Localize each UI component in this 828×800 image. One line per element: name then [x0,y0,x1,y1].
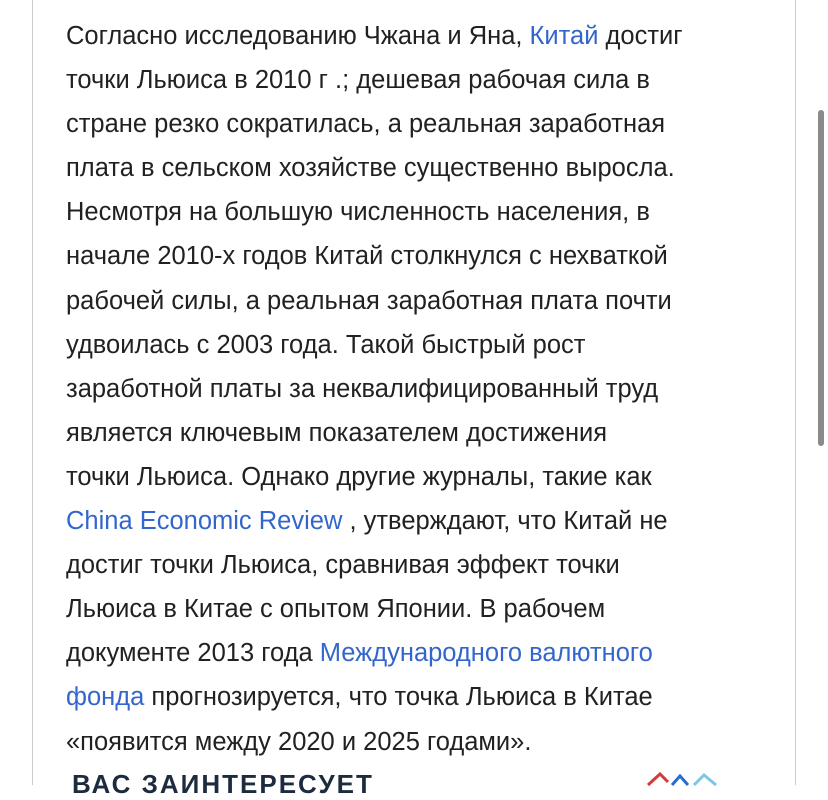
text-line: Льюиса в Китае с опытом Японии. В рабочем [66,595,606,624]
text-line: достиг точки Льюиса, сравнивая эффект точки [66,551,620,580]
article-paragraph [66,14,766,764]
text-line: «появится между 2020 и 2025 годами». [66,727,532,756]
text-segment: документе 2013 года [66,639,320,668]
logo-icon [646,772,726,786]
text-line [66,14,766,58]
text-line: плата в сельском хозяйстве существенно выросла. [66,154,675,183]
text-line: удвоилась с 2003 года. Такой быстрый рост [66,330,586,359]
text-line: стране резко сократилась, а реальная заработная [66,110,666,139]
text-segment: Согласно исследованию Чжана и Яна, [66,22,530,50]
text-segment: прогнозируется, что точка Льюиса в Китае [144,683,653,712]
text-segment: , утверждают, что Китай не [342,507,668,536]
link-imf[interactable]: Международного валютного [319,639,653,668]
text-segment: достиг [598,22,683,50]
text-line: точки Льюиса. Однако другие журналы, такие как [66,462,652,491]
text-line [66,675,766,719]
link-china[interactable]: Китай [529,22,599,50]
text-line [66,499,766,543]
text-line: начале 2010-х годов Китай столкнулся с нехваткой [66,242,668,271]
link-imf-continued[interactable]: фонда [66,683,145,712]
text-line: Несмотря на большую численность населения, в [66,198,650,227]
scrollbar-thumb[interactable] [818,110,824,446]
text-line: точки Льюиса в 2010 г .; дешевая рабочая сила в [66,66,650,95]
link-china-economic-review[interactable]: China Economic Review [66,507,343,536]
related-articles-heading: ВАС ЗАИНТЕРЕСУЕТ [72,769,374,799]
text-line: рабочей силы, а реальная заработная плата почти [66,286,672,315]
text-line: является ключевым показателем достижения [66,418,608,447]
text-line [66,631,766,675]
text-line: заработной платы за неквалифицированный труд [66,374,659,403]
